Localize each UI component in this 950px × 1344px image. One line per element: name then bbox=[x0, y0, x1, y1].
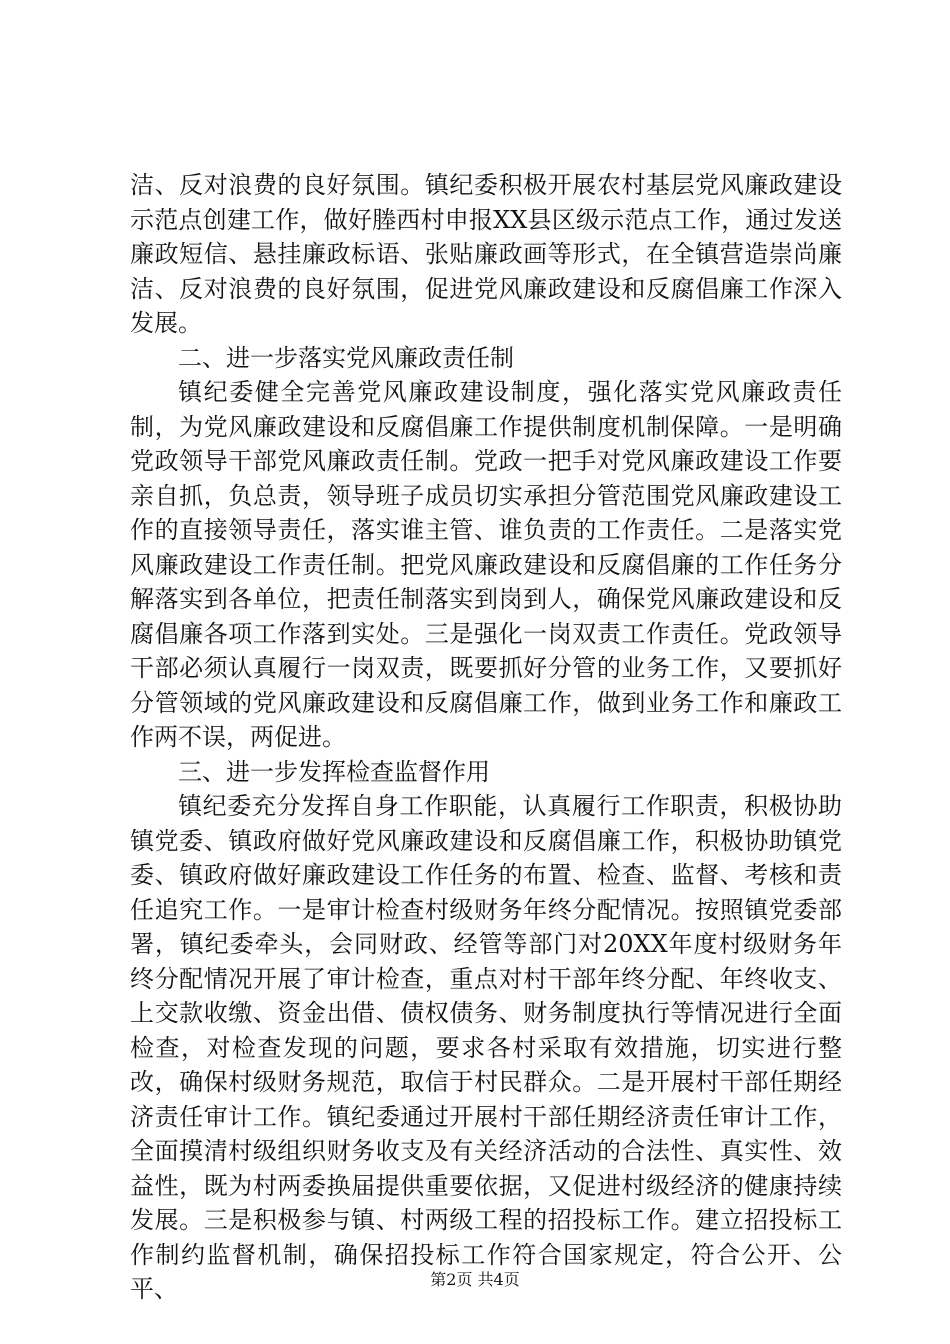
page-number-footer: 第2页 共4页 bbox=[430, 1270, 520, 1289]
section-heading-3: 三、进一步发挥检查监督作用 bbox=[178, 757, 490, 786]
section-heading-2: 二、进一步落实党风廉政责任制 bbox=[178, 343, 514, 372]
paragraph-continuation: 洁、反对浪费的良好氛围。镇纪委积极开展农村基层党风廉政建设示范点创建工作，做好塍西村申报XX县区级示范点工作，通过发送廉政短信、悬挂廉政标语、张贴廉政画等形式，在全镇营造崇尚廉洁、反对浪费的良好氛围，促进党风廉政建设和反腐倡廉工作深入发展。 bbox=[130, 171, 842, 337]
paragraph-section-2: 镇纪委健全完善党风廉政建设制度，强化落实党风廉政责任制，为党风廉政建设和反腐倡廉工作提供制度机制保障。一是明确党政领导干部党风廉政责任制。党政一把手对党风廉政建设工作要亲自抓，负总责，领导班子成员切实承担分管范围党风廉政建设工作的直接领导责任，落实谁主管、谁负责的工作责任。二是落实党风廉政建设工作责任制。把党风廉政建设和反腐倡廉的工作任务分解落实到各单位，把责任制落实到岗到人，确保党风廉政建设和反腐倡廉各项工作落到实处。三是强化一岗双责工作责任。党政领导干部必须认真履行一岗双责，既要抓好分管的业务工作，又要抓好分管领域的党风廉政建设和反腐倡廉工作，做到业务工作和廉政工作两不误，两促进。 bbox=[130, 378, 842, 751]
paragraph-section-3: 镇纪委充分发挥自身工作职能，认真履行工作职责，积极协助镇党委、镇政府做好党风廉政建设和反腐倡廉工作，积极协助镇党委、镇政府做好廉政建设工作任务的布置、检查、监督、考核和责任追究工作。一是审计检查村级财务年终分配情况。按照镇党委部署，镇纪委牵头，会同财政、经管等部门对20XX年度村级财务年终分配情况开展了审计检查，重点对村干部年终分配、年终收支、上交款收缴、资金出借、债权债务、财务制度执行等情况进行全面检查，对检查发现的问题，要求各村采取有效措施，切实进行整改，确保村级财务规范，取信于村民群众。二是开展村干部任期经济责任审计工作。镇纪委通过开展村干部任期经济责任审计工作，全面摸清村级组织财务收支及有关经济活动的合法性、真实性、效益性，既为村两委换届提供重要依据，又促进村级经济的健康持续发展。三是积极参与镇、村两级工程的招投标工作。建立招投标工作制约监督机制，确保招投标工作符合国家规定，符合公开、公平、 bbox=[130, 792, 842, 1303]
document-body bbox=[130, 168, 842, 1307]
